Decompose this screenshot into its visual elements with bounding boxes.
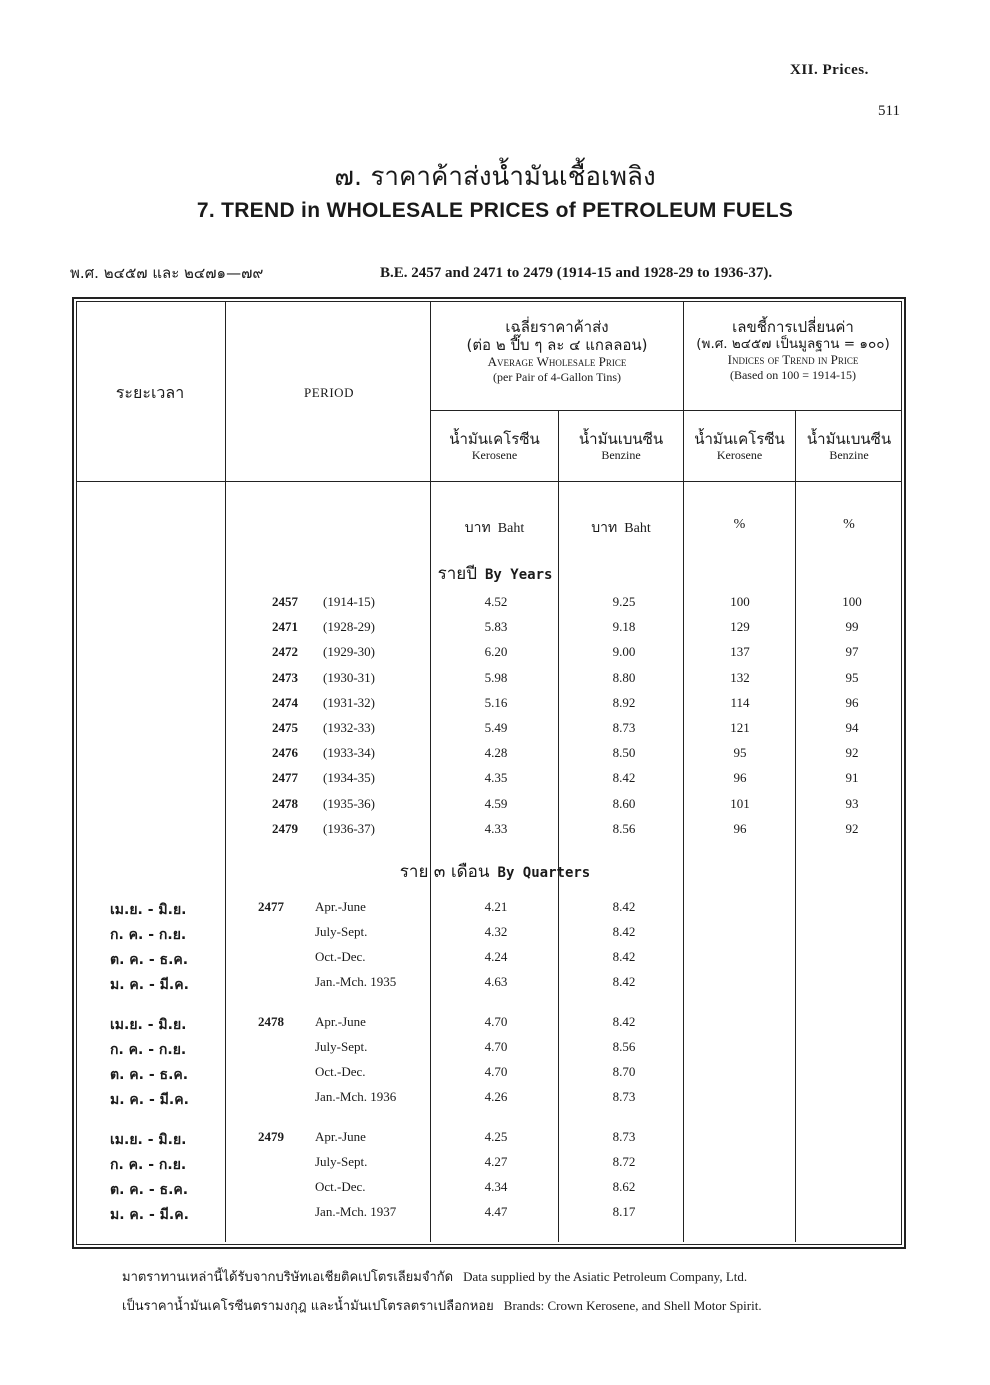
section-by-years: รายปี By Years	[437, 564, 553, 584]
year-ad: (1929-30)	[323, 644, 375, 659]
header-rule	[76, 481, 902, 482]
quarter-label: July-Sept.	[315, 924, 368, 939]
avg-price-header-english-sub: (per Pair of 4-Gallon Tins)	[493, 369, 621, 384]
avg-price-header-english: Average Wholesale Price	[487, 354, 627, 369]
running-head: XII. Prices.	[790, 62, 869, 78]
kerosene-index: 129	[730, 619, 750, 634]
benzine-price: 8.56	[612, 821, 636, 836]
table-row	[0, 1064, 990, 1088]
source-note: มาตราทานเหล่านี้ได้รับจากบริษัทเอเชียติคเปโตรเลียมจำกัด Data supplied by the Asiatic Petroleum Company, Ltd.	[122, 1269, 748, 1285]
benzine-price: 8.42	[612, 1014, 636, 1029]
quarter-label: Jan.-Mch. 1937	[315, 1204, 397, 1219]
table-row	[0, 1089, 990, 1113]
kerosene-index-header	[684, 430, 795, 462]
year-ad: (1933-34)	[323, 745, 375, 760]
kerosene-price: 4.26	[484, 1089, 508, 1104]
table-row	[0, 720, 990, 744]
quarter-thai: เม.ย. - มิ.ย.	[110, 1017, 187, 1033]
quarter-thai: ก. ค. - ก.ย.	[110, 1042, 187, 1058]
index-header-thai-sub: (พ.ศ. ๒๔๕๗ เป็นมูลฐาน = ๑๐๐)	[696, 336, 890, 352]
year-be: 2471	[272, 619, 298, 634]
header-rule	[430, 410, 902, 411]
benzine-price: 8.17	[612, 1204, 636, 1219]
benzine-index: 100	[842, 594, 862, 609]
unit-baht-benzine: บาท Baht	[591, 520, 651, 536]
kerosene-price: 5.83	[484, 619, 508, 634]
table-row	[0, 770, 990, 794]
quarter-label: Apr.-June	[315, 899, 366, 914]
table-row	[0, 974, 990, 998]
period-english: B.E. 2457 and 2471 to 2479 (1914-15 and 1928-29 to 1936-37).	[380, 265, 773, 281]
kerosene-index: 96	[733, 770, 747, 785]
table-row	[0, 1129, 990, 1153]
year-ad: (1914-15)	[323, 594, 375, 609]
benzine-index: 91	[845, 770, 859, 785]
year-be: 2474	[272, 695, 298, 710]
table-row	[0, 695, 990, 719]
quarter-year: 2479	[258, 1129, 284, 1144]
kerosene-price: 4.28	[484, 745, 508, 760]
kerosene-index: 101	[730, 796, 750, 811]
unit-baht-kerosene: บาท Baht	[464, 520, 525, 536]
kerosene-price-header	[431, 430, 558, 462]
kerosene-english: Kerosene	[471, 448, 518, 462]
benzine-price: 8.62	[612, 1179, 636, 1194]
kerosene-price: 4.27	[484, 1154, 508, 1169]
kerosene-price: 4.25	[484, 1129, 508, 1144]
benzine-index: 93	[845, 796, 859, 811]
quarter-thai: ก. ค. - ก.ย.	[110, 927, 187, 943]
kerosene-price: 4.34	[484, 1179, 508, 1194]
table-row	[0, 1179, 990, 1203]
year-ad: (1936-37)	[323, 821, 375, 836]
benzine-price-header	[559, 430, 683, 462]
kerosene-price: 4.35	[484, 770, 508, 785]
kerosene-price: 4.59	[484, 796, 508, 811]
benzine-price: 8.60	[612, 796, 636, 811]
benzine-index: 95	[845, 670, 859, 685]
benzine-price: 8.42	[612, 949, 636, 964]
quarter-thai: ก. ค. - ก.ย.	[110, 1157, 187, 1173]
table-row	[0, 924, 990, 948]
year-ad: (1931-32)	[323, 695, 375, 710]
year-be: 2473	[272, 670, 298, 685]
quarter-thai: ต. ค. - ธ.ค.	[110, 1067, 189, 1083]
benzine-index: 94	[845, 720, 859, 735]
year-ad: (1935-36)	[323, 796, 375, 811]
benzine-thai: น้ำมันเบนซีน	[578, 430, 664, 448]
kerosene-price: 4.63	[484, 974, 508, 989]
period-header-english: PERIOD	[304, 385, 354, 400]
benzine-price: 8.42	[612, 899, 636, 914]
quarter-thai: เม.ย. - มิ.ย.	[110, 1132, 187, 1148]
table-row	[0, 1154, 990, 1178]
year-be: 2457	[272, 594, 298, 609]
kerosene-thai: น้ำมันเคโรซีน	[449, 430, 540, 448]
quarter-label: Jan.-Mch. 1935	[315, 974, 397, 989]
year-be: 2477	[272, 770, 298, 785]
quarter-year: 2477	[258, 899, 284, 914]
kerosene-price: 6.20	[484, 644, 508, 659]
quarter-label: Oct.-Dec.	[315, 1179, 366, 1194]
benzine-thai: น้ำมันเบนซีน	[806, 430, 892, 448]
avg-price-header	[432, 318, 682, 384]
kerosene-price: 4.70	[484, 1039, 508, 1054]
table-row	[0, 899, 990, 923]
kerosene-price: 4.70	[484, 1064, 508, 1079]
unit-percent-kerosene: %	[733, 517, 746, 532]
year-be: 2476	[272, 745, 298, 760]
benzine-price: 8.42	[612, 924, 636, 939]
table-row	[0, 1039, 990, 1063]
quarter-label: Apr.-June	[315, 1129, 366, 1144]
kerosene-price: 4.70	[484, 1014, 508, 1029]
avg-price-header-thai: เฉลี่ยราคาค้าส่ง	[505, 318, 609, 336]
section-by-quarters: ราย ๓ เดือน By Quarters	[399, 862, 591, 882]
table-row	[0, 644, 990, 668]
benzine-index: 92	[845, 821, 859, 836]
quarter-label: Oct.-Dec.	[315, 949, 366, 964]
table-title-thai: ๗. ราคาค้าส่งน้ำมันเชื้อเพลิง	[334, 162, 656, 192]
kerosene-price: 4.32	[484, 924, 508, 939]
kerosene-price: 4.33	[484, 821, 508, 836]
quarter-thai: ต. ค. - ธ.ค.	[110, 952, 189, 968]
table-row	[0, 745, 990, 769]
kerosene-english: Kerosene	[716, 448, 763, 462]
benzine-index: 97	[845, 644, 859, 659]
kerosene-thai: น้ำมันเคโรซีน	[694, 430, 785, 448]
table-row	[0, 619, 990, 643]
benzine-price: 8.56	[612, 1039, 636, 1054]
benzine-price: 8.70	[612, 1064, 636, 1079]
period-thai: พ.ศ. ๒๔๕๗ และ ๒๔๗๑—๗๙	[70, 264, 264, 282]
benzine-index: 96	[845, 695, 859, 710]
index-header-english: Indices of Trend in Price	[727, 352, 859, 368]
year-ad: (1930-31)	[323, 670, 375, 685]
benzine-price: 8.50	[612, 745, 636, 760]
kerosene-index: 137	[730, 644, 750, 659]
brands-note: เป็นราคาน้ำมันเคโรซีนตรามงกุฎ และน้ำมันเปโตรลตราเปลือกหอย Brands: Crown Kerosene, and Shell Motor Spirit.	[122, 1298, 762, 1314]
kerosene-index: 132	[730, 670, 750, 685]
quarter-label: Apr.-June	[315, 1014, 366, 1029]
kerosene-index: 121	[730, 720, 750, 735]
kerosene-index: 95	[733, 745, 747, 760]
table-row	[0, 594, 990, 618]
kerosene-price: 4.21	[484, 899, 508, 914]
quarter-thai: ม. ค. - มี.ค.	[110, 977, 189, 993]
table-row	[0, 1204, 990, 1228]
benzine-price: 8.73	[612, 720, 636, 735]
table-row	[0, 1014, 990, 1038]
table-row	[0, 670, 990, 694]
quarter-label: July-Sept.	[315, 1039, 368, 1054]
year-ad: (1928-29)	[323, 619, 375, 634]
benzine-index-header	[796, 430, 902, 462]
benzine-english: Benzine	[829, 448, 869, 462]
benzine-english: Benzine	[601, 448, 641, 462]
year-be: 2472	[272, 644, 298, 659]
kerosene-price: 4.52	[484, 594, 508, 609]
kerosene-price: 4.24	[484, 949, 508, 964]
index-header	[684, 318, 902, 382]
year-ad: (1934-35)	[323, 770, 375, 785]
table-row	[0, 796, 990, 820]
quarter-label: Oct.-Dec.	[315, 1064, 366, 1079]
benzine-price: 8.72	[612, 1154, 636, 1169]
index-header-thai: เลขชี้การเปลี่ยนค่า	[732, 318, 854, 336]
benzine-price: 9.00	[612, 644, 636, 659]
kerosene-price: 5.16	[484, 695, 508, 710]
kerosene-price: 5.98	[484, 670, 508, 685]
year-be: 2479	[272, 821, 298, 836]
kerosene-price: 5.49	[484, 720, 508, 735]
kerosene-index: 114	[730, 695, 750, 710]
unit-percent-benzine: %	[843, 517, 855, 532]
benzine-price: 8.42	[612, 974, 636, 989]
year-be: 2475	[272, 720, 298, 735]
benzine-price: 8.73	[612, 1089, 636, 1104]
avg-price-header-thai-sub: (ต่อ ๒ ปี๊บ ๆ ละ ๔ แกลลอน)	[466, 336, 648, 354]
benzine-price: 8.73	[612, 1129, 636, 1144]
page-number: 511	[878, 103, 900, 119]
benzine-price: 8.92	[612, 695, 636, 710]
benzine-price: 9.25	[612, 594, 636, 609]
year-ad: (1932-33)	[323, 720, 375, 735]
quarter-thai: ม. ค. - มี.ค.	[110, 1207, 189, 1223]
quarter-thai: ต. ค. - ธ.ค.	[110, 1182, 189, 1198]
quarter-thai: เม.ย. - มิ.ย.	[110, 902, 187, 918]
table-title-english: 7. TREND in WHOLESALE PRICES of PETROLEUM FUELS	[196, 199, 794, 222]
quarter-year: 2478	[258, 1014, 284, 1029]
benzine-price: 8.80	[612, 670, 636, 685]
kerosene-price: 4.47	[484, 1204, 508, 1219]
table-row	[0, 821, 990, 845]
kerosene-index: 100	[730, 594, 750, 609]
benzine-price: 8.42	[612, 770, 636, 785]
table-row	[0, 949, 990, 973]
quarter-label: July-Sept.	[315, 1154, 368, 1169]
period-header-thai: ระยะเวลา	[115, 383, 185, 402]
benzine-index: 99	[845, 619, 859, 634]
quarter-thai: ม. ค. - มี.ค.	[110, 1092, 189, 1108]
index-header-english-sub: (Based on 100 = 1914-15)	[729, 367, 857, 382]
kerosene-index: 96	[733, 821, 747, 836]
benzine-price: 9.18	[612, 619, 636, 634]
year-be: 2478	[272, 796, 298, 811]
quarter-label: Jan.-Mch. 1936	[315, 1089, 397, 1104]
benzine-index: 92	[845, 745, 859, 760]
